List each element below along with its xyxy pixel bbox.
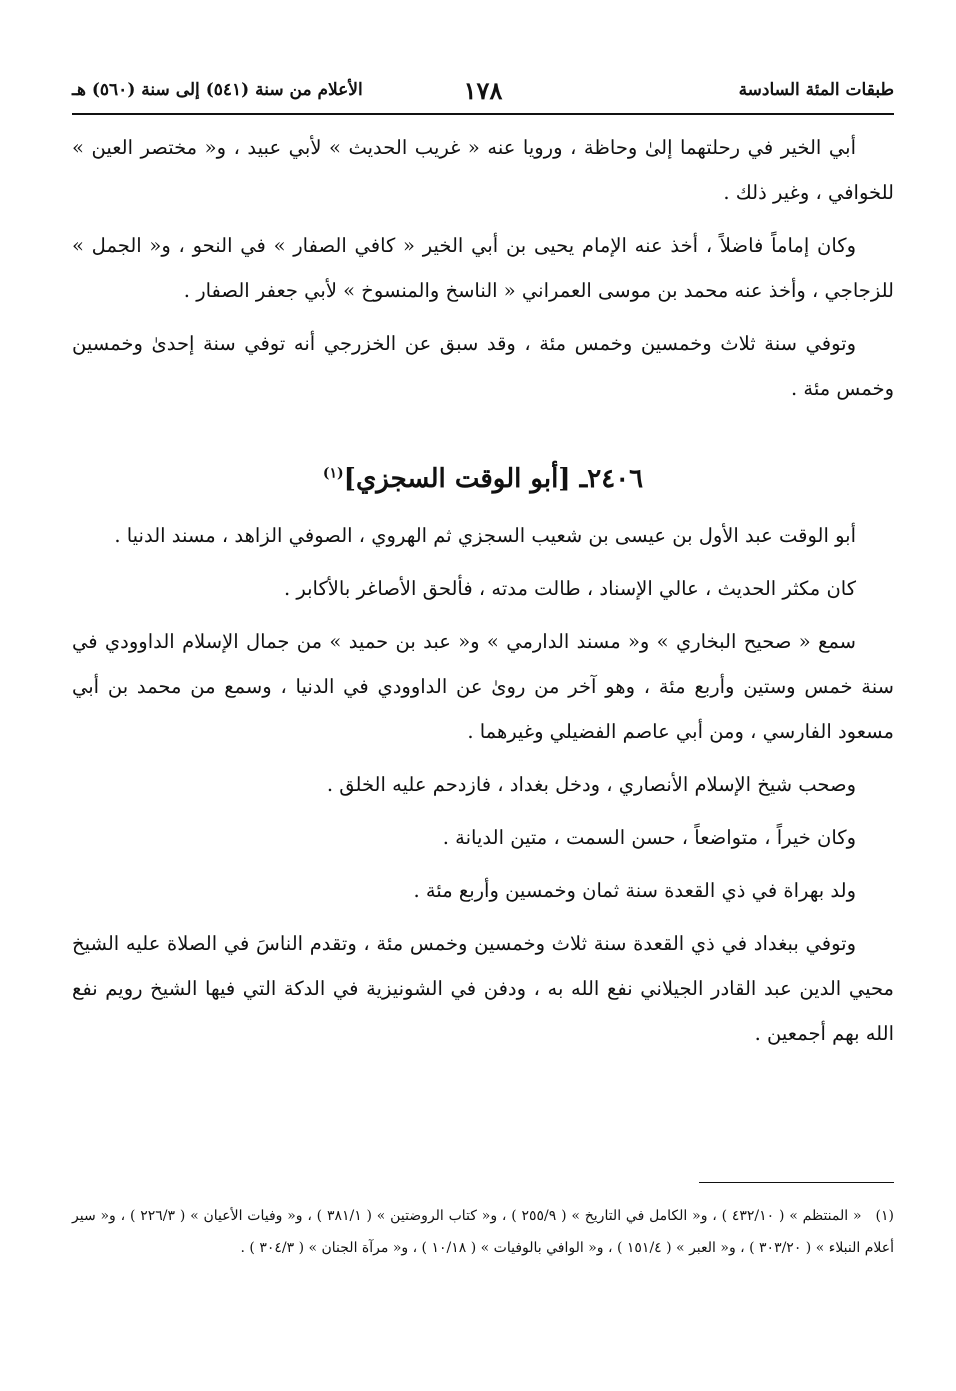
entry-title: ٢٤٠٦ـ [أبو الوقت السجزي] xyxy=(343,464,644,494)
paragraph: وكان إماماً فاضلاً ، أخذ عنه الإمام يحيى بن أبي الخير « كافي الصفار » في النحو ، و« الجمل » للزجاجي ، وأخذ عنه محمد بن موسى العمراني « الناسخ والمنسوخ » لأبي جعفر الصفار . xyxy=(72,234,894,302)
page-number: ١٧٨ xyxy=(463,76,503,105)
footnote-divider xyxy=(699,1182,894,1183)
main-text xyxy=(72,125,894,1064)
header-year-range: الأعلام من سنة (٥٤١) إلى سنة (٥٦٠) هـ xyxy=(72,80,363,100)
header-divider xyxy=(72,113,894,115)
paragraph: وتوفي سنة ثلاث وخمسين وخمس مئة ، وقد سبق عن الخزرجي أنه توفي سنة إحدىٰ وخمسين وخمس مئة . xyxy=(72,332,894,400)
paragraph: أبو الوقت عبد الأول بن عيسى بن شعيب السجزي ثم الهروي ، الصوفي الزاهد ، مسند الدنيا . xyxy=(114,524,856,547)
entry-heading xyxy=(72,459,894,499)
paragraph: أبي الخير في رحلتهما إلىٰ وحاظة ، ورويا عنه « غريب الحديث » لأبي عبيد ، و« مختصر العين » للخوافي ، وغير ذلك . xyxy=(72,136,894,204)
footnote-reference: (١) xyxy=(322,465,344,482)
footnote xyxy=(72,1200,894,1264)
paragraph: سمع « صحيح البخاري » و« مسند الدارمي » و« عبد بن حميد » من جمال الإسلام الداوودي في سنة خمس وستين وأربع مئة ، وهو آخر من روىٰ عن الداوودي في الدنيا ، وسمع من محمد بن أبي مسعود الفارسي ، ومن أبي عاصم الفضيلي وغيرهما . xyxy=(72,630,894,743)
paragraph: وصحب شيخ الإسلام الأنصاري ، ودخل بغداد ، فازدحم عليه الخلق . xyxy=(326,773,856,796)
paragraph: وكان خيراً ، متواضعاً ، حسن السمت ، متين الديانة . xyxy=(442,826,856,849)
header-section-title: طبقات المئة السادسة xyxy=(738,80,894,100)
paragraph: كان مكثر الحديث ، عالي الإسناد ، طالت مدته ، فألحق الأصاغر بالأكابر . xyxy=(283,577,856,600)
footnote-marker: (١) xyxy=(875,1208,894,1224)
paragraph: وتوفي ببغداد في ذي القعدة سنة ثلاث وخمسين وخمس مئة ، وتقدم الناسَ في الصلاة عليه الشيخ محيي الدين عبد القادر الجيلاني نفع الله به ، ودفن في الشونيزية في الدكة التي فيها الشيخ رويم نفع الله بهم أجمعين . xyxy=(72,932,894,1045)
paragraph: ولد بهراة في ذي القعدة سنة ثمان وخمسين وأربع مئة . xyxy=(413,879,856,902)
footnote-text: « المنتظم » ( ٤٣٢/١٠ ) ، و« الكامل في التاريخ » ( ٢٥٥/٩ ) ، و« كتاب الروضتين » ( ٣٨١/١ ) ، و« وفيات الأعيان » ( ٢٢٦/٣ ) ، و« سير أعلام النبلاء » ( ٣٠٣/٢٠ ) ، و« العبر » ( ١٥١/٤ ) ، و« الوافي بالوفيات » ( ١٠/١٨ ) ، و« مرآة الجنان » ( ٣٠٤/٣ ) . xyxy=(72,1208,894,1256)
running-header xyxy=(72,76,894,112)
